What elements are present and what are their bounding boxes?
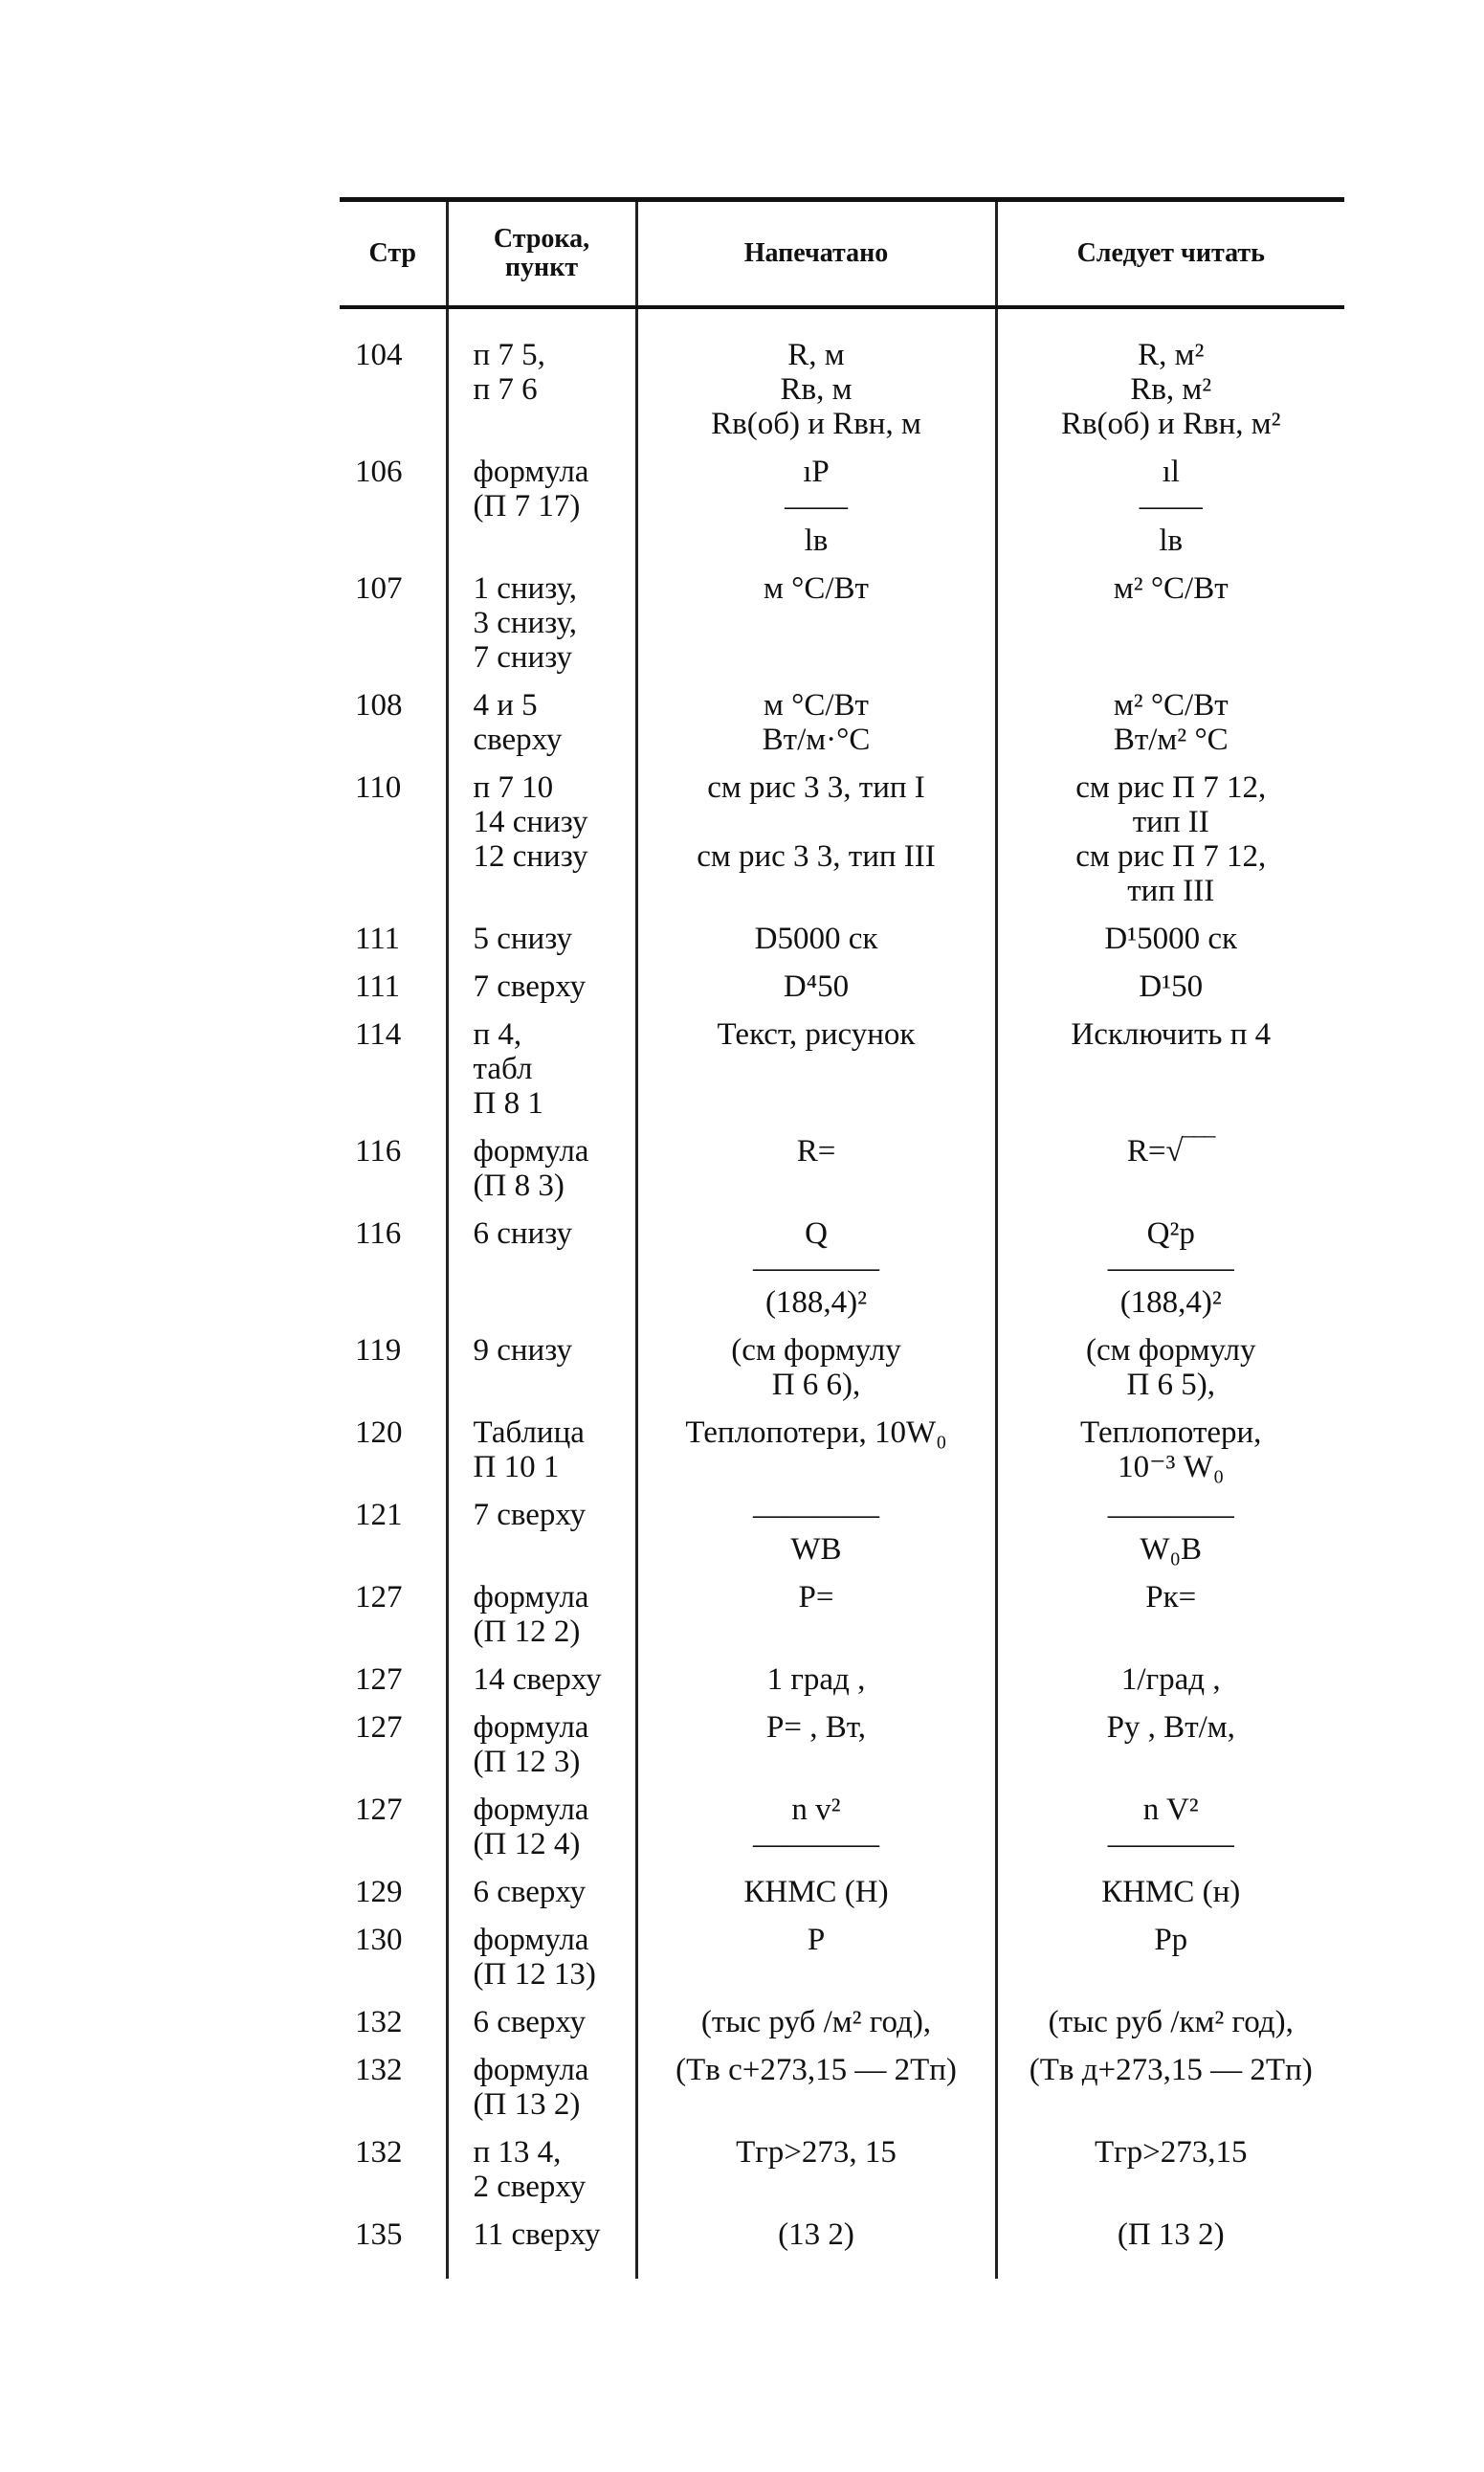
table-row [340, 568, 1344, 684]
correction-text-cell: Tгр>273,15 [996, 2131, 1344, 2214]
line-reference-cell: формула (П 12 13) [447, 1919, 636, 2001]
page-number-cell: 135 [355, 2217, 403, 2252]
table-row [340, 451, 1344, 568]
printed-text-cell: (см формулу П 6 6), [636, 1329, 996, 1412]
correction-text-cell: n V² ———— [996, 1789, 1344, 1871]
line-reference-cell: формула (П 12 2) [447, 1576, 636, 1659]
page-number-cell: 132 [355, 2005, 403, 2039]
printed-text-cell: D5000 ск [636, 918, 996, 966]
page-number-cell: 104 [355, 338, 403, 372]
page-number-cell: 132 [355, 2135, 403, 2170]
printed-text-cell: R, м Rв, м Rв(об) и Rвн, м [636, 307, 996, 451]
page-number-cell: 108 [355, 688, 403, 723]
printed-text-cell: см рис 3 3, тип I см рис 3 3, тип III [636, 767, 996, 918]
line-reference-cell: п 7 5, п 7 6 [447, 307, 636, 451]
line-reference-cell: формула (П 12 4) [447, 1789, 636, 1871]
table-row [340, 918, 1344, 966]
line-reference-cell: формула (П 8 3) [447, 1130, 636, 1213]
page-number-cell: 127 [355, 1580, 403, 1615]
line-reference-cell: п 4, табл П 8 1 [447, 1013, 636, 1130]
line-reference-cell: 4 и 5 сверху [447, 684, 636, 767]
header-read: Следует читать [996, 200, 1344, 308]
table-row [340, 1013, 1344, 1130]
line-reference-cell: формула (П 12 3) [447, 1706, 636, 1789]
line-reference-cell: 14 сверху [447, 1659, 636, 1706]
table-row [340, 1871, 1344, 1919]
line-reference-cell: 9 снизу [447, 1329, 636, 1412]
table-row [340, 307, 1344, 451]
correction-text-cell: Теплопотери, 10⁻³ W₀ [996, 1412, 1344, 1494]
page-number-cell: 132 [355, 2053, 403, 2087]
table-row [340, 767, 1344, 918]
line-reference-cell: 11 сверху [447, 2214, 636, 2279]
correction-text-cell: ———— W₀B [996, 1494, 1344, 1576]
correction-text-cell: D¹5000 ск [996, 918, 1344, 966]
header-page: Стр [368, 238, 417, 268]
correction-text-cell: R=√‾‾‾ [996, 1130, 1344, 1213]
page-number-cell: 116 [355, 1134, 402, 1169]
table-row [340, 966, 1344, 1013]
correction-text-cell: см рис П 7 12, тип II см рис П 7 12, тип III [996, 767, 1344, 918]
errata-table-header [340, 200, 1344, 308]
printed-text-cell: ———— WB [636, 1494, 996, 1576]
table-row [340, 1494, 1344, 1576]
correction-text-cell: ıl —— lв [996, 451, 1344, 568]
printed-text-cell: (13 2) [636, 2214, 996, 2279]
printed-text-cell: ıP —— lв [636, 451, 996, 568]
errata-table-body [340, 307, 1344, 2279]
header-printed: Напечатано [636, 200, 996, 308]
correction-text-cell: (Tв д+273,15 — 2Tп) [996, 2049, 1344, 2131]
correction-text-cell: Pр [996, 1919, 1344, 2001]
correction-text-cell: R, м² Rв, м² Rв(об) и Rвн, м² [996, 307, 1344, 451]
page-number-cell: 130 [355, 1923, 403, 1957]
line-reference-cell: п 7 10 14 снизу 12 снизу [447, 767, 636, 918]
table-row [340, 1659, 1344, 1706]
page-number-cell: 121 [355, 1498, 403, 1532]
printed-text-cell: Tгр>273, 15 [636, 2131, 996, 2214]
line-reference-cell: 7 сверху [447, 966, 636, 1013]
header-row [340, 200, 1344, 308]
line-reference-cell: 6 сверху [447, 2001, 636, 2049]
printed-text-cell: P= [636, 1576, 996, 1659]
correction-text-cell: м² °С/Вт Вт/м² °С [996, 684, 1344, 767]
page-number-cell: 120 [355, 1415, 403, 1450]
correction-text-cell: Q²р ———— (188,4)² [996, 1213, 1344, 1329]
printed-text-cell: 1 град , [636, 1659, 996, 1706]
line-reference-cell: 7 сверху [447, 1494, 636, 1576]
correction-text-cell: D¹50 [996, 966, 1344, 1013]
table-row [340, 1412, 1344, 1494]
table-row [340, 2049, 1344, 2131]
page-number-cell: 110 [355, 770, 402, 805]
table-row [340, 2001, 1344, 2049]
errata-table [340, 197, 1344, 2279]
printed-text-cell: P [636, 1919, 996, 2001]
correction-text-cell: м² °С/Вт [996, 568, 1344, 684]
table-row [340, 1130, 1344, 1213]
page-number-cell: 119 [355, 1333, 402, 1368]
line-reference-cell: 6 сверху [447, 1871, 636, 1919]
correction-text-cell: 1/град , [996, 1659, 1344, 1706]
printed-text-cell: м °С/Вт Вт/м·°С [636, 684, 996, 767]
printed-text-cell: м °С/Вт [636, 568, 996, 684]
correction-text-cell: (П 13 2) [996, 2214, 1344, 2279]
correction-text-cell: КНМС (н) [996, 1871, 1344, 1919]
page-number-cell: 116 [355, 1216, 402, 1251]
printed-text-cell: (Tв с+273,15 — 2Tп) [636, 2049, 996, 2131]
printed-text-cell: n v² ———— [636, 1789, 996, 1871]
page-number-cell: 111 [355, 969, 401, 1004]
line-reference-cell: 1 снизу, 3 снизу, 7 снизу [447, 568, 636, 684]
correction-text-cell: (тыс руб /км² год), [996, 2001, 1344, 2049]
table-row [340, 2214, 1344, 2279]
correction-text-cell: Pк= [996, 1576, 1344, 1659]
printed-text-cell: (тыс руб /м² год), [636, 2001, 996, 2049]
line-reference-cell: формула (П 13 2) [447, 2049, 636, 2131]
printed-text-cell: R= [636, 1130, 996, 1213]
correction-text-cell: Исключить п 4 [996, 1013, 1344, 1130]
correction-text-cell: (см формулу П 6 5), [996, 1329, 1344, 1412]
printed-text-cell: Теплопотери, 10W₀ [636, 1412, 996, 1494]
table-row [340, 2131, 1344, 2214]
printed-text-cell: D⁴50 [636, 966, 996, 1013]
table-row [340, 1213, 1344, 1329]
printed-text-cell: Q ———— (188,4)² [636, 1213, 996, 1329]
line-reference-cell: 6 снизу [447, 1213, 636, 1329]
line-reference-cell: Таблица П 10 1 [447, 1412, 636, 1494]
correction-text-cell: Pу , Вт/м, [996, 1706, 1344, 1789]
page-number-cell: 127 [355, 1710, 403, 1745]
page-number-cell: 114 [355, 1017, 402, 1052]
table-row [340, 684, 1344, 767]
page-number-cell: 129 [355, 1875, 403, 1909]
table-row [340, 1576, 1344, 1659]
printed-text-cell: Текст, рисунок [636, 1013, 996, 1130]
table-row [340, 1789, 1344, 1871]
line-reference-cell: 5 снизу [447, 918, 636, 966]
table-row [340, 1706, 1344, 1789]
printed-text-cell: КНМС (Н) [636, 1871, 996, 1919]
table-row [340, 1329, 1344, 1412]
line-reference-cell: п 13 4, 2 сверху [447, 2131, 636, 2214]
header-line: Строка, пункт [447, 200, 636, 308]
line-reference-cell: формула (П 7 17) [447, 451, 636, 568]
page-number-cell: 106 [355, 455, 403, 489]
page-number-cell: 127 [355, 1662, 403, 1697]
printed-text-cell: P= , Вт, [636, 1706, 996, 1789]
page-number-cell: 111 [355, 922, 401, 956]
table-row [340, 1919, 1344, 2001]
page-number-cell: 107 [355, 571, 403, 606]
page-number-cell: 127 [355, 1793, 403, 1827]
